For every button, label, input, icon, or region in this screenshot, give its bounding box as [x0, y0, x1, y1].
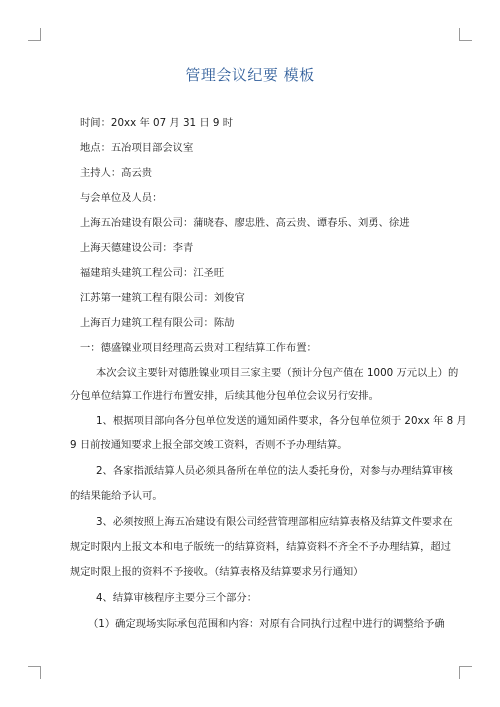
- document-title: 管理会议纪要 模板: [185, 66, 315, 84]
- paragraph-line: 分包单位结算工作进行布置安排，后续其他分包单位会议另行安排。: [70, 390, 379, 402]
- paragraph-line: 的结果能给予认可。: [70, 490, 163, 502]
- paragraph-line: 规定时限上报的资料不予接收。（结算表格及结算要求另行通知）: [70, 566, 364, 578]
- paragraph-line: 9 日前按通知要求上报全部交竣工资料，否则不予办理结算。: [70, 439, 348, 451]
- crop-mark-top-right: [459, 28, 472, 41]
- attendee-company: 上海天德建设公司：李青: [80, 242, 194, 254]
- paragraph-line: 本次会议主要针对德胜镍业项目三家主要（预计分包产值在 1000 万元以上）的: [96, 367, 459, 379]
- attendees-heading: 与会单位及人员：: [80, 192, 163, 204]
- attendee-company: 福建琯头建筑工程公司：江圣旺: [80, 267, 225, 279]
- paragraph-line: （1）确定现场实际承包范围和内容：对原有合同执行过程中进行的调整给予确: [88, 618, 445, 630]
- crop-mark-bottom-left: [28, 666, 41, 679]
- meeting-time: 时间：20xx 年 07 月 31 日 9 时: [80, 117, 234, 129]
- section-heading: 一：德盛镍业项目经理高云贵对工程结算工作布置：: [80, 342, 317, 354]
- attendee-company: 上海五冶建设有限公司：蒲晓春、廖忠胜、高云贵、谭春乐、刘勇、徐进: [80, 217, 410, 229]
- attendee-company: 江苏第一建筑工程有限公司：刘俊官: [80, 292, 245, 304]
- paragraph-line: 规定时限内上报文本和电子版统一的结算资料，结算资料不齐全不予办理结算，超过: [70, 541, 451, 553]
- crop-mark-bottom-right: [459, 666, 472, 679]
- paragraph-line: 1、根据项目部向各分包单位发送的通知函件要求，各分包单位须于 20xx 年 8 月: [96, 415, 467, 427]
- paragraph-line: 4、结算审核程序主要分三个部分：: [96, 592, 258, 604]
- meeting-location: 地点：五冶项目部会议室: [80, 142, 194, 154]
- paragraph-line: 2、各家指派结算人员必须具备所在单位的法人委托身份，对参与办理结算审核: [96, 465, 453, 477]
- attendee-company: 上海百力建筑工程有限公司：陈劼: [80, 317, 235, 329]
- paragraph-line: 3、必须按照上海五冶建设有限公司经营管理部相应结算表格及结算文件要求在: [96, 516, 453, 528]
- meeting-host: 主持人：高云贵: [80, 167, 153, 179]
- crop-mark-top-left: [28, 28, 41, 41]
